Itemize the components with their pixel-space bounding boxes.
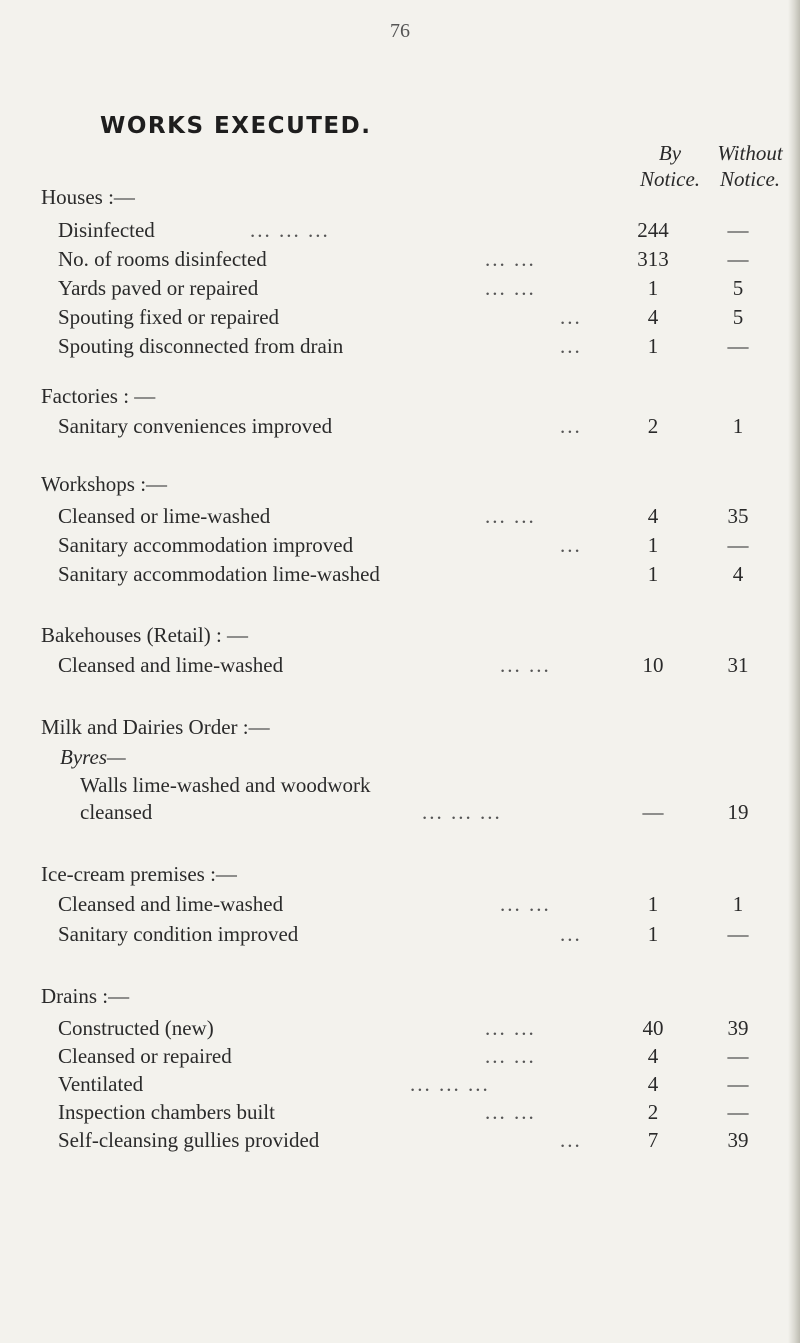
table-row <box>0 1072 800 1102</box>
table-row <box>0 1044 800 1074</box>
row-label: Walls lime-washed and woodwork <box>80 773 371 797</box>
row-label: Spouting disconnected from drain <box>58 334 344 358</box>
row-label: cleansed <box>80 800 153 824</box>
row-label: Workshops :— <box>41 472 168 496</box>
table-row <box>0 562 800 592</box>
section-heading-houses <box>0 185 800 215</box>
leader-dots: ... <box>560 1128 582 1152</box>
without-notice-value: 19 <box>727 800 749 824</box>
leader-dots: ... ... <box>485 504 536 528</box>
by-notice-value: 1 <box>647 533 659 557</box>
leader-dots: ... ... ... <box>422 800 502 824</box>
table-row <box>0 218 800 248</box>
without-notice-value: 4 <box>732 562 744 586</box>
without-notice-value: 39 <box>727 1016 749 1040</box>
leader-dots: ... <box>560 305 582 329</box>
by-notice-value: 2 <box>647 414 659 438</box>
row-label: Inspection chambers built <box>58 1100 275 1124</box>
row-label: Constructed (new) <box>58 1016 214 1040</box>
table-row <box>0 276 800 306</box>
row-label: Ice-cream premises :— <box>41 862 237 886</box>
by-notice-value: 2 <box>647 1100 659 1124</box>
section-heading-workshops <box>0 472 800 502</box>
by-notice-value: 7 <box>647 1128 659 1152</box>
page-title: WORKS EXECUTED. <box>100 113 372 139</box>
column-header-without-line2: Notice. <box>719 167 781 191</box>
row-label: Cleansed or lime-washed <box>58 504 271 528</box>
row-label: Factories : — <box>41 384 156 408</box>
without-notice-value: 1 <box>732 414 744 438</box>
row-label: Cleansed and lime-washed <box>58 653 284 677</box>
by-notice-value: 1 <box>647 892 659 916</box>
section-heading-drains <box>0 984 800 1014</box>
page-number: 76 <box>390 20 410 42</box>
row-label: Sanitary accommodation lime-washed <box>58 562 380 586</box>
by-notice-value: 4 <box>647 504 659 528</box>
table-row <box>0 414 800 444</box>
without-notice-value: — <box>727 533 749 557</box>
leader-dots: ... ... <box>500 653 551 677</box>
table-row <box>0 305 800 335</box>
leader-dots: ... ... ... <box>410 1072 490 1096</box>
table-row <box>0 533 800 563</box>
table-row <box>0 800 800 830</box>
section-heading-milk-dairies <box>0 715 800 745</box>
table-row <box>0 247 800 277</box>
table-row <box>0 334 800 364</box>
section-heading-ice-cream <box>0 862 800 892</box>
row-label: Byres— <box>60 745 126 769</box>
by-notice-value: 1 <box>647 922 659 946</box>
by-notice-value: 10 <box>642 653 664 677</box>
leader-dots: ... ... <box>500 892 551 916</box>
leader-dots: ... ... <box>485 1016 536 1040</box>
without-notice-value: — <box>727 334 749 358</box>
section-heading-factories <box>0 384 800 414</box>
by-notice-value: 313 <box>637 247 669 271</box>
leader-dots: ... ... ... <box>250 218 330 242</box>
by-notice-value: 1 <box>647 334 659 358</box>
subsection-heading-byres <box>0 745 800 775</box>
leader-dots: ... <box>560 334 582 358</box>
row-label: Sanitary condition improved <box>58 922 299 946</box>
column-header-by-line1: By <box>658 141 682 165</box>
by-notice-value: 4 <box>647 1044 659 1068</box>
table-row <box>0 773 800 803</box>
column-header-by-line2: Notice. <box>639 167 701 191</box>
without-notice-value: — <box>727 1072 749 1096</box>
leader-dots: ... ... <box>485 1100 536 1124</box>
table-row <box>0 653 800 683</box>
by-notice-value: 1 <box>647 562 659 586</box>
without-notice-value: 5 <box>732 276 744 300</box>
leader-dots: ... ... <box>485 247 536 271</box>
table-row <box>0 1128 800 1158</box>
table-row <box>0 1016 800 1046</box>
by-notice-value: 1 <box>647 276 659 300</box>
row-label: Disinfected <box>58 218 155 242</box>
row-label: Bakehouses (Retail) : — <box>41 623 249 647</box>
without-notice-value: — <box>727 1044 749 1068</box>
by-notice-value: 4 <box>647 1072 659 1096</box>
row-label: Self-cleansing gullies provided <box>58 1128 320 1152</box>
without-notice-value: 35 <box>727 504 749 528</box>
without-notice-value: 31 <box>727 653 749 677</box>
table-row <box>0 504 800 534</box>
leader-dots: ... <box>560 414 582 438</box>
leader-dots: ... <box>560 922 582 946</box>
row-label: Drains :— <box>41 984 130 1008</box>
row-label: Sanitary conveniences improved <box>58 414 333 438</box>
by-notice-value: 40 <box>642 1016 664 1040</box>
table-row <box>0 922 800 952</box>
row-label: Sanitary accommodation improved <box>58 533 354 557</box>
row-label: Ventilated <box>58 1072 144 1096</box>
row-label: Yards paved or repaired <box>58 276 259 300</box>
table-row <box>0 892 800 922</box>
row-label: Cleansed or repaired <box>58 1044 232 1068</box>
without-notice-value: — <box>727 218 749 242</box>
row-label: No. of rooms disinfected <box>58 247 267 271</box>
by-notice-value: — <box>642 800 664 824</box>
column-header-without-line1: Without <box>717 141 783 165</box>
without-notice-value: — <box>727 922 749 946</box>
without-notice-value: 5 <box>732 305 744 329</box>
without-notice-value: 39 <box>727 1128 749 1152</box>
by-notice-value: 4 <box>647 305 659 329</box>
row-label: Milk and Dairies Order :— <box>41 715 270 739</box>
row-label: Cleansed and lime-washed <box>58 892 284 916</box>
leader-dots: ... ... <box>485 276 536 300</box>
table-row <box>0 1100 800 1130</box>
without-notice-value: — <box>727 247 749 271</box>
without-notice-value: — <box>727 1100 749 1124</box>
section-heading-bakehouses <box>0 623 800 653</box>
without-notice-value: 1 <box>732 892 744 916</box>
row-label: Houses :— <box>41 185 135 209</box>
leader-dots: ... <box>560 533 582 557</box>
row-label: Spouting fixed or repaired <box>58 305 280 329</box>
by-notice-value: 244 <box>637 218 669 242</box>
leader-dots: ... ... <box>485 1044 536 1068</box>
